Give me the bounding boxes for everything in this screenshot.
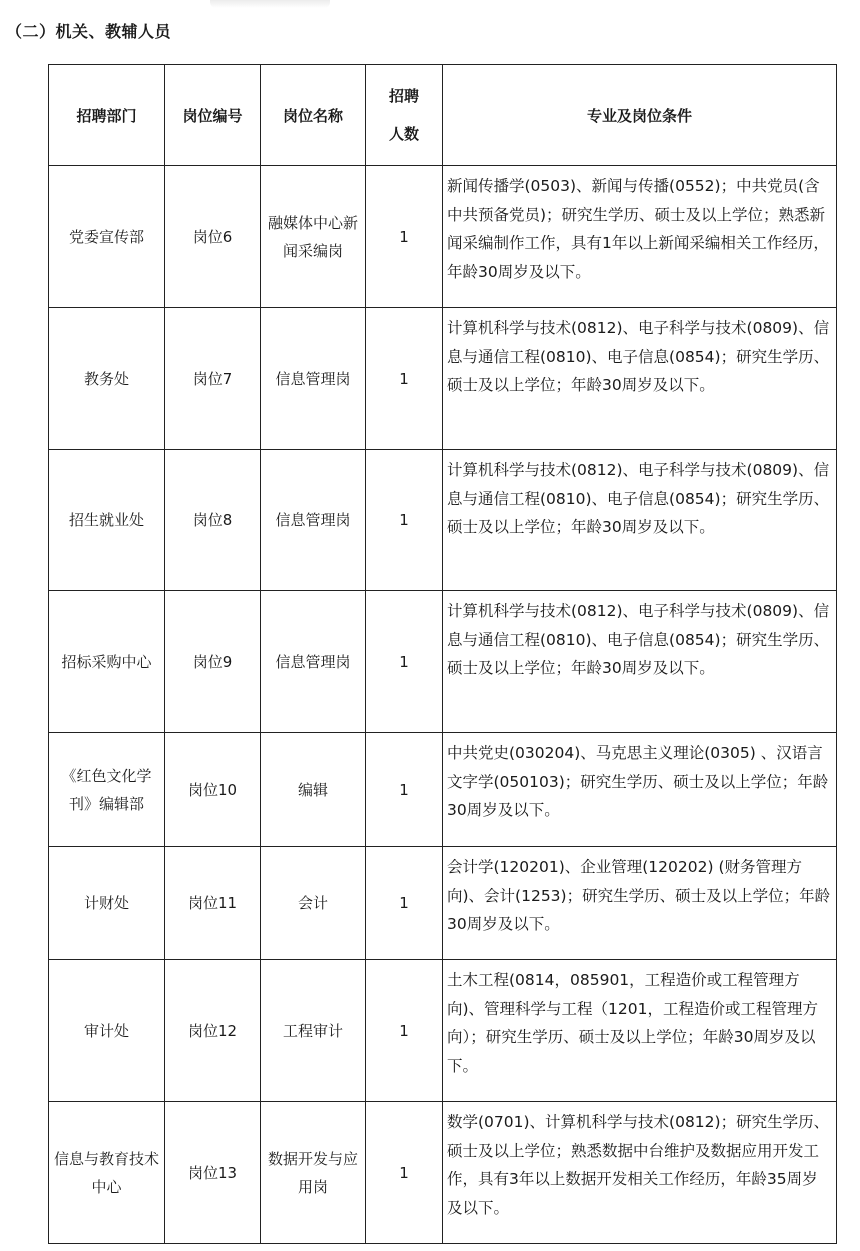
cell-name: 工程审计 (261, 960, 366, 1102)
header-dept: 招聘部门 (49, 65, 165, 166)
table-row (49, 591, 837, 733)
cell-code: 岗位10 (165, 733, 261, 847)
cell-name: 信息管理岗 (261, 591, 366, 733)
header-code: 岗位编号 (165, 65, 261, 166)
cell-count: 1 (366, 1102, 443, 1244)
cell-code: 岗位11 (165, 847, 261, 960)
header-count-line2: 人数 (388, 125, 419, 143)
cell-count: 1 (366, 308, 443, 450)
cell-name: 信息管理岗 (261, 450, 366, 591)
cell-dept: 招标采购中心 (49, 591, 165, 733)
table-row (49, 308, 837, 450)
cell-count: 1 (366, 733, 443, 847)
recruitment-table (48, 64, 837, 1244)
cell-name: 会计 (261, 847, 366, 960)
cell-count: 1 (366, 591, 443, 733)
cell-count: 1 (366, 960, 443, 1102)
header-count-line1: 招聘 (388, 87, 419, 105)
cell-conditions: 新闻传播学(0503)、新闻与传播(0552)；中共党员(含中共预备党员)；研究生学历、硕士及以上学位；熟悉新闻采编制作工作，具有1年以上新闻采编相关工作经历，年龄30周岁及以下。 (443, 166, 837, 308)
table-row (49, 733, 837, 847)
cell-name: 信息管理岗 (261, 308, 366, 450)
table-row (49, 1102, 837, 1244)
header-name: 岗位名称 (261, 65, 366, 166)
cell-dept: 党委宣传部 (49, 166, 165, 308)
cell-conditions: 会计学(120201)、企业管理(120202) (财务管理方向)、会计(1253)；研究生学历、硕士及以上学位；年龄30周岁及以下。 (443, 847, 837, 960)
cell-dept: 信息与教育技术中心 (49, 1102, 165, 1244)
cell-code: 岗位13 (165, 1102, 261, 1244)
header-count (366, 65, 443, 166)
cell-dept: 招生就业处 (49, 450, 165, 591)
cell-dept: 教务处 (49, 308, 165, 450)
cell-code: 岗位9 (165, 591, 261, 733)
table-row (49, 450, 837, 591)
cell-conditions: 计算机科学与技术(0812)、电子科学与技术(0809)、信息与通信工程(0810)、电子信息(0854)；研究生学历、硕士及以上学位；年龄30周岁及以下。 (443, 591, 837, 733)
cell-name: 数据开发与应用岗 (261, 1102, 366, 1244)
cell-name: 融媒体中心新闻采编岗 (261, 166, 366, 308)
header-conditions: 专业及岗位条件 (443, 65, 837, 166)
cell-code: 岗位12 (165, 960, 261, 1102)
cell-code: 岗位7 (165, 308, 261, 450)
cell-code: 岗位6 (165, 166, 261, 308)
table-row (49, 847, 837, 960)
table-header-row (49, 65, 837, 166)
cell-conditions: 计算机科学与技术(0812)、电子科学与技术(0809)、信息与通信工程(0810)、电子信息(0854)；研究生学历、硕士及以上学位；年龄30周岁及以下。 (443, 308, 837, 450)
cell-dept: 《红色文化学刊》编辑部 (49, 733, 165, 847)
cell-count: 1 (366, 166, 443, 308)
cell-conditions: 数学(0701)、计算机科学与技术(0812)；研究生学历、硕士及以上学位；熟悉数据中台维护及数据应用开发工作，具有3年以上数据开发相关工作经历，年龄35周岁及以下。 (443, 1102, 837, 1244)
table-row (49, 166, 837, 308)
cell-dept: 审计处 (49, 960, 165, 1102)
cell-count: 1 (366, 847, 443, 960)
cell-conditions: 中共党史(030204)、马克思主义理论(0305) 、汉语言文字学(050103)；研究生学历、硕士及以上学位；年龄30周岁及以下。 (443, 733, 837, 847)
cell-name: 编辑 (261, 733, 366, 847)
cell-conditions: 计算机科学与技术(0812)、电子科学与技术(0809)、信息与通信工程(0810)、电子信息(0854)；研究生学历、硕士及以上学位；年龄30周岁及以下。 (443, 450, 837, 591)
section-title: （二）机关、教辅人员 (6, 22, 172, 41)
cell-dept: 计财处 (49, 847, 165, 960)
cell-count: 1 (366, 450, 443, 591)
top-fade-decoration (210, 0, 330, 8)
table-row (49, 960, 837, 1102)
cell-code: 岗位8 (165, 450, 261, 591)
cell-conditions: 土木工程(0814，085901，工程造价或工程管理方向)、管理科学与工程（1201，工程造价或工程管理方向）；研究生学历、硕士及以上学位；年龄30周岁及以下。 (443, 960, 837, 1102)
